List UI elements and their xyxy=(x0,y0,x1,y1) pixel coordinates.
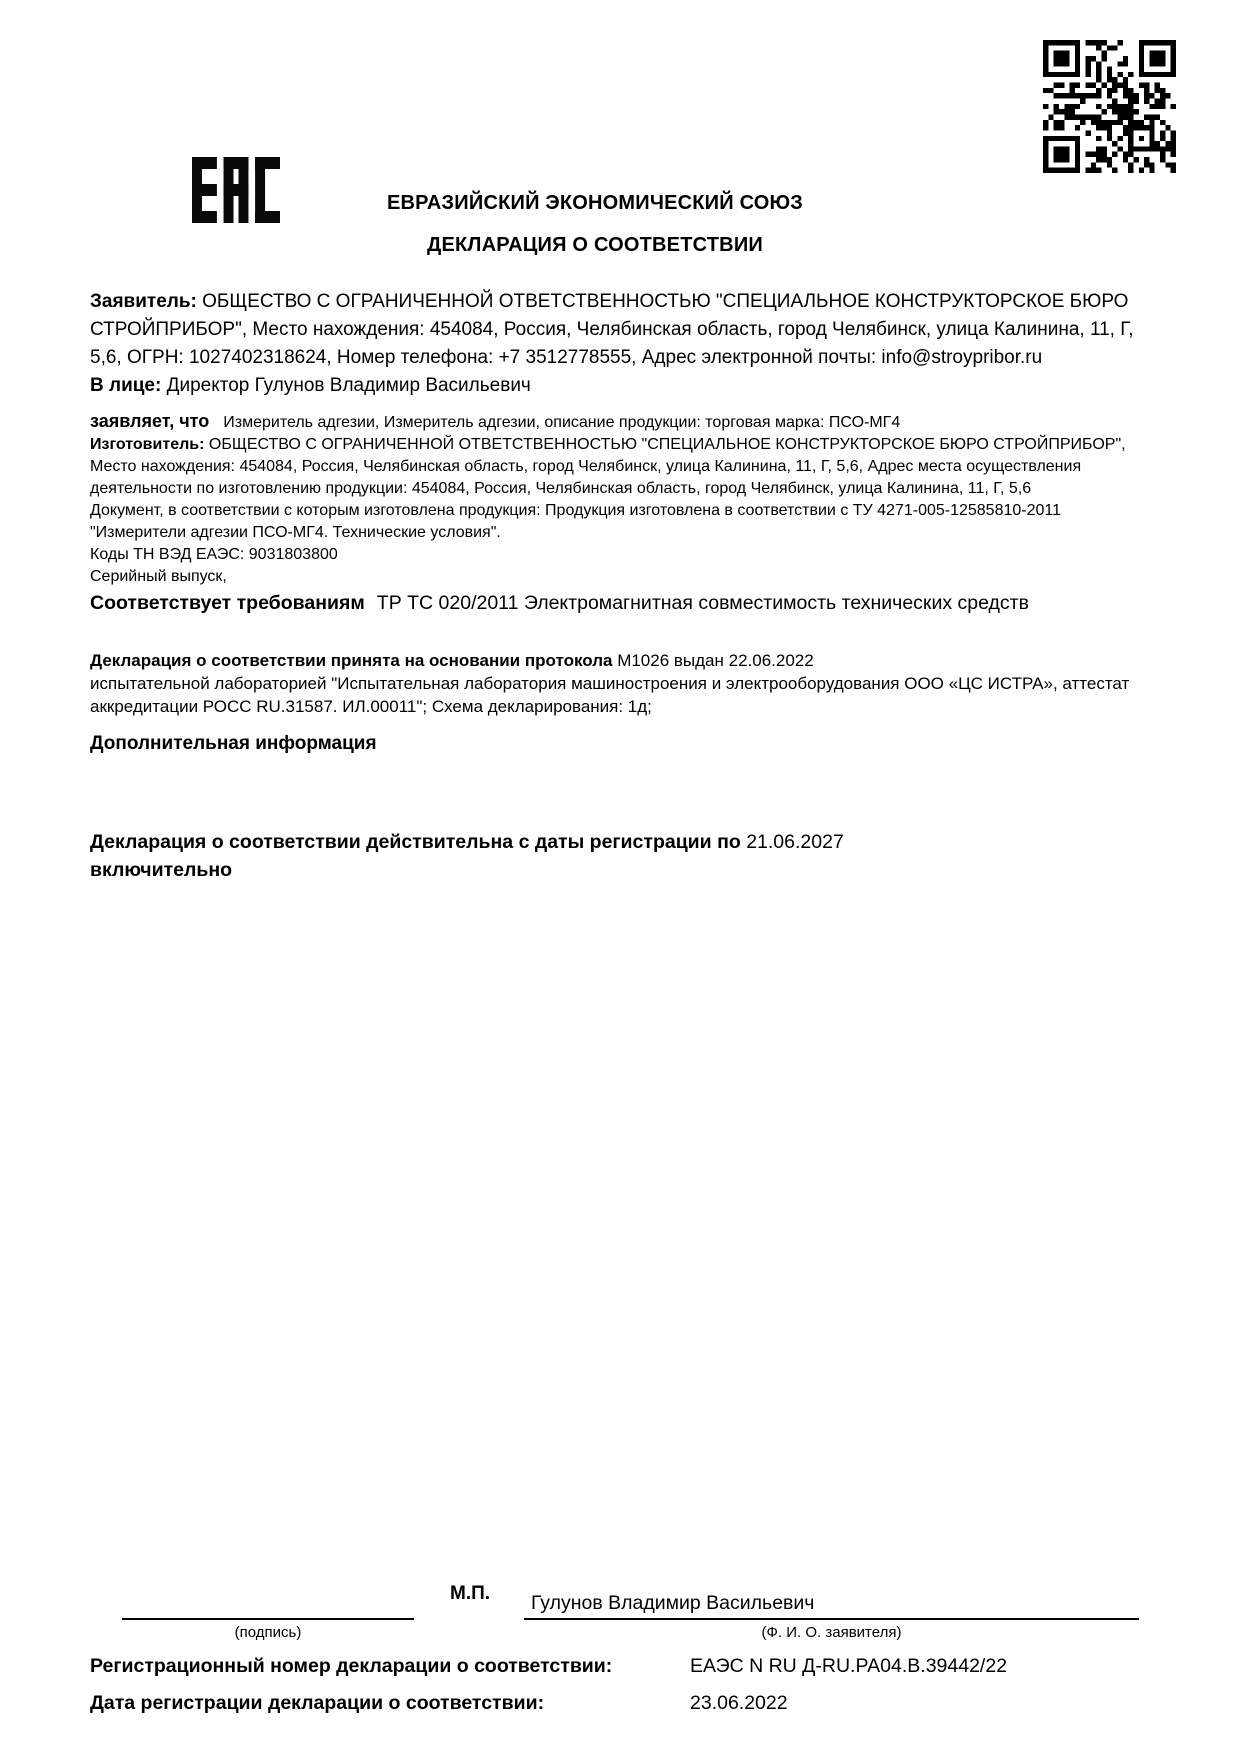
manufacturer-paragraph xyxy=(90,434,1153,500)
manufacturer-text: ОБЩЕСТВО С ОГРАНИЧЕННОЙ ОТВЕТСТВЕННОСТЬЮ "СПЕЦИАЛЬНОЕ КОНСТРУКТОРСКОЕ БЮРО СТРОЙПРИБОР", Место нахождения: 454084, Россия, Челябинская область, город Челябинск, улица Калинина, 11, Г, 5,6, Адрес места осуществления деятельности по изготовлению продукции: 454084, Россия, Челябинская область, город Челябинск, улица Калинина, 11, Г, 5,6 xyxy=(90,436,1126,497)
validity-paragraph xyxy=(90,828,1153,884)
conformity-label: Соответствует требованиям xyxy=(90,592,365,614)
validity-suffix: включительно xyxy=(90,859,233,881)
applicant-label: Заявитель: xyxy=(90,291,197,312)
basis-lab-text: испытательной лабораторией "Испытательная лаборатория машиностроения и электрооборудования ООО «ЦС ИСТРА», аттестат аккредитации РОСС RU.31587. ИЛ.00011"; Схема декларирования: 1д; xyxy=(90,674,1130,716)
basis-label: Декларация о соответствии принята на основании протокола xyxy=(90,651,613,670)
signature-caption: (подпись) xyxy=(234,1624,302,1641)
registration-number-label: Регистрационный номер декларации о соответствии: xyxy=(90,1655,613,1677)
tnved-text: Коды ТН ВЭД ЕАЭС: 9031803800 xyxy=(90,546,338,563)
in-person-paragraph xyxy=(90,372,1153,400)
registration-number-value: ЕАЭС N RU Д-RU.РА04.В.39442/22 xyxy=(690,1655,1008,1677)
signer-name-caption: (Ф. И. О. заявителя) xyxy=(761,1624,902,1641)
manufacturer-label: Изготовитель: xyxy=(90,436,205,453)
in-person-label: В лице: xyxy=(90,375,162,396)
tnved-codes xyxy=(90,544,1153,566)
manufacture-document-paragraph xyxy=(90,500,1153,544)
additional-info-heading: Дополнительная информация xyxy=(90,733,377,754)
declares-label: заявляет, что xyxy=(90,411,210,431)
basis-protocol: М1026 выдан 22.06.2022 xyxy=(617,651,814,670)
stamp-place-label: М.П. xyxy=(450,1583,491,1604)
document-body xyxy=(90,288,1153,884)
in-person-text: Директор Гулунов Владимир Васильевич xyxy=(166,375,531,396)
serial-text: Серийный выпуск, xyxy=(90,568,227,585)
product-description: Измеритель адгезии, Измеритель адгезии, описание продукции: торговая марка: ПСО-МГ4 xyxy=(223,414,901,431)
applicant-paragraph xyxy=(90,288,1153,372)
registration-date-label: Дата регистрации декларации о соответствии: xyxy=(90,1692,545,1714)
serial-issue xyxy=(90,566,1153,588)
signature-line xyxy=(122,1618,414,1620)
conformity-paragraph xyxy=(90,590,1090,617)
qr-code xyxy=(1043,40,1176,173)
declares-paragraph xyxy=(90,410,1153,434)
signer-name-line xyxy=(524,1618,1139,1620)
conformity-text: ТР ТС 020/2011 Электромагнитная совместимость технических средств xyxy=(376,592,1029,614)
document-title: ДЕКЛАРАЦИЯ О СООТВЕТСТВИИ xyxy=(427,234,763,256)
applicant-text: ОБЩЕСТВО С ОГРАНИЧЕННОЙ ОТВЕТСТВЕННОСТЬЮ "СПЕЦИАЛЬНОЕ КОНСТРУКТОРСКОЕ БЮРО СТРОЙПРИБОР", Место нахождения: 454084, Россия, Челябинская область, город Челябинск, улица Калинина, 11, Г, 5,6, ОГРН: 1027402318624, Номер телефона: +7 3512778555, Адрес электронной почты: info@stroypribor.ru xyxy=(90,291,1134,368)
registration-date-value: 23.06.2022 xyxy=(690,1692,788,1714)
union-title: ЕВРАЗИЙСКИЙ ЭКОНОМИЧЕСКИЙ СОЮЗ xyxy=(386,192,804,214)
manufacture-document-text: Документ, в соответствии с которым изготовлена продукция: Продукция изготовлена в соответствии с ТУ 4271-005-12585810-2011 "Измерители адгезии ПСО-МГ4. Технические условия". xyxy=(90,502,1062,541)
signer-name: Гулунов Владимир Васильевич xyxy=(531,1592,815,1614)
validity-label: Декларация о соответствии действительна с даты регистрации по xyxy=(90,831,741,853)
validity-date: 21.06.2027 xyxy=(746,831,844,853)
basis-paragraph xyxy=(90,649,1153,718)
